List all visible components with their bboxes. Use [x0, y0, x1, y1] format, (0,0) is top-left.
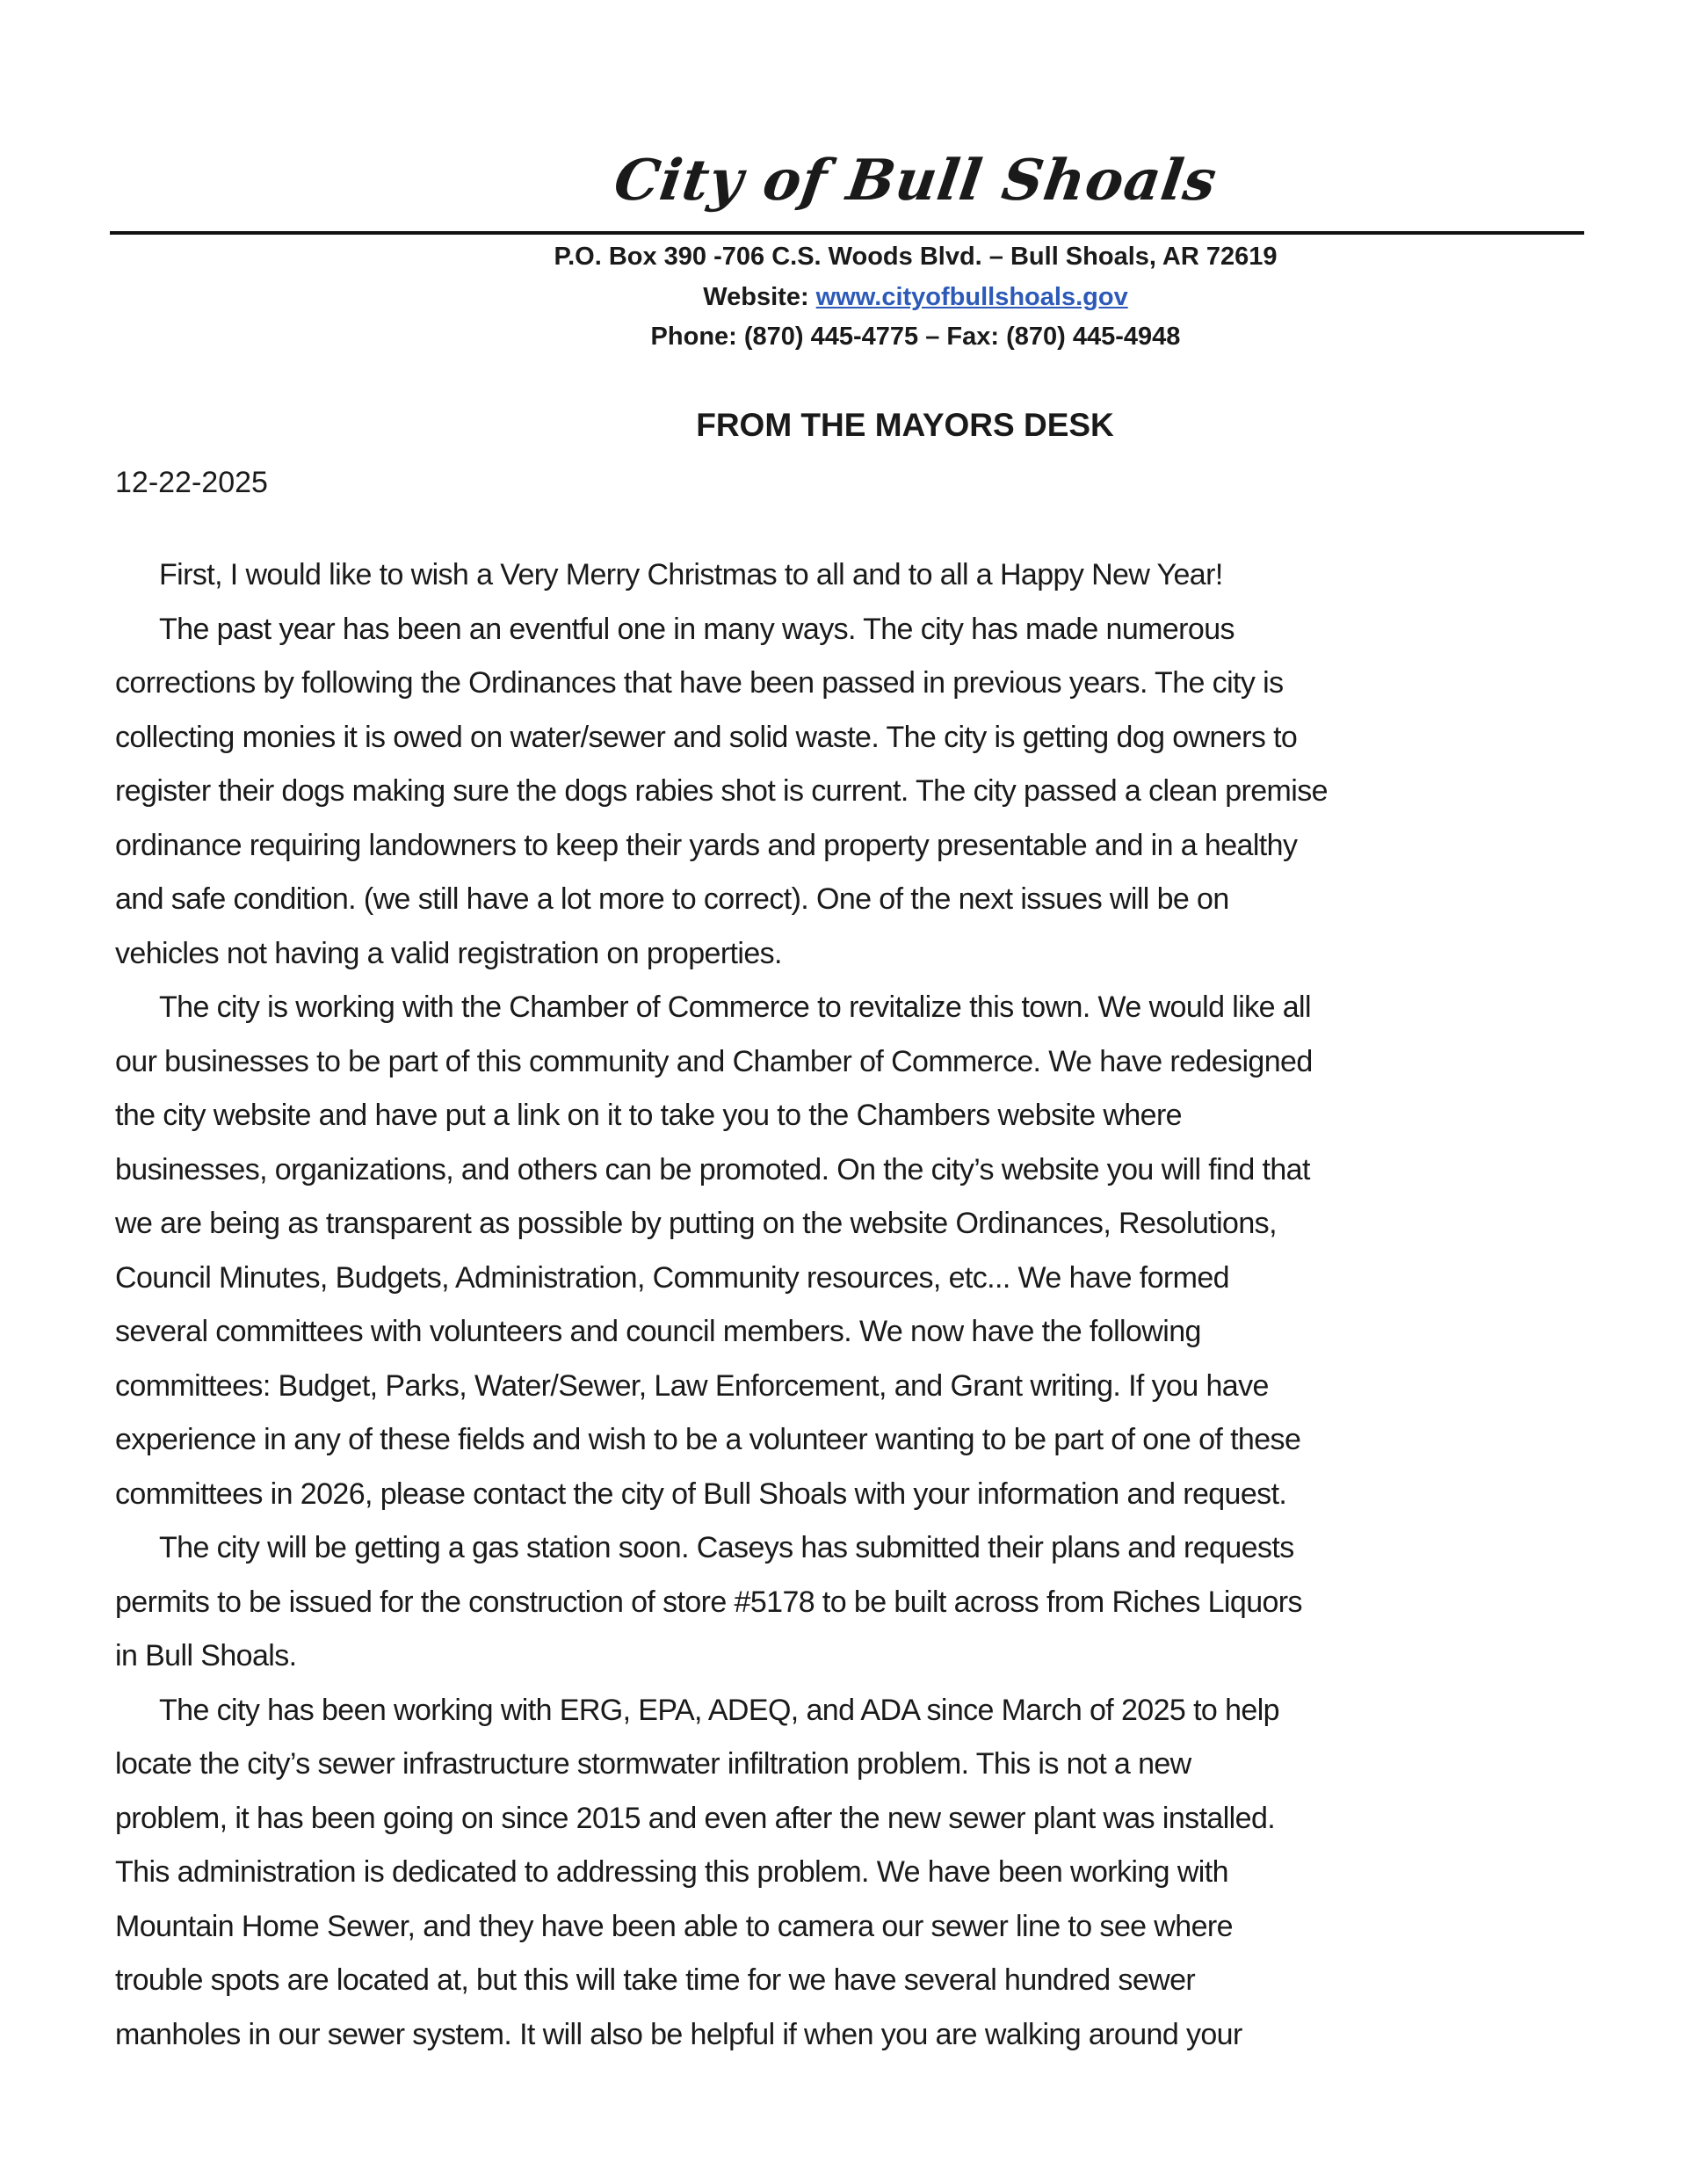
body-line: problem, it has been going on since 2015 and even after the new sewer plant was installed.: [115, 1801, 1276, 1835]
body-line: Council Minutes, Budgets, Administration, Community resources, etc... We have formed: [115, 1260, 1229, 1295]
body-line: corrections by following the Ordinances that have been passed in previous years. The city is: [115, 666, 1284, 700]
body-line: permits to be issued for the construction of store #5178 to be built across from Riches Liquors: [115, 1585, 1302, 1619]
body-line: Mountain Home Sewer, and they have been able to camera our sewer line to see where: [115, 1909, 1233, 1943]
letter-date: 12-22-2025: [115, 466, 268, 499]
body-line: ordinance requiring landowners to keep their yards and property presentable and in a healthy: [115, 828, 1298, 862]
body-line: trouble spots are located at, but this will take time for we have several hundred sewer: [115, 1963, 1196, 1997]
body-line: vehicles not having a valid registration on properties.: [115, 936, 782, 970]
body-line: This administration is dedicated to addressing this problem. We have been working with: [115, 1855, 1228, 1889]
body-line: we are being as transparent as possible by putting on the website Ordinances, Resolutions,: [115, 1207, 1277, 1240]
body-line: locate the city’s sewer infrastructure stormwater infiltration problem. This is not a new: [115, 1747, 1191, 1781]
letterhead-website: [72, 283, 1687, 312]
letterhead-divider: [110, 231, 1584, 235]
body-line: our businesses to be part of this community and Chamber of Commerce. We have redesigned: [115, 1044, 1313, 1078]
body-line: the city website and have put a link on it to take you to the Chambers website where: [115, 1099, 1182, 1132]
page-heading: FROM THE MAYORS DESK: [696, 407, 1114, 443]
body-line: The city will be getting a gas station soon. Caseys has submitted their plans and requests: [159, 1531, 1294, 1564]
body-line: manholes in our sewer system. It will also be helpful if when you are walking around your: [115, 2017, 1242, 2051]
body-line: The city has been working with ERG, EPA, ADEQ, and ADA since March of 2025 to help: [159, 1693, 1279, 1727]
website-link[interactable]: www.cityofbullshoals.gov: [815, 283, 1128, 311]
letterhead-phone-fax: Phone: (870) 445-4775 – Fax: (870) 445-4948: [650, 323, 1181, 351]
body-line: and safe condition. (we still have a lot more to correct). One of the next issues will be on: [115, 882, 1229, 916]
body-line: experience in any of these fields and wish to be a volunteer wanting to be part of one of these: [115, 1423, 1301, 1456]
body-line: committees: Budget, Parks, Water/Sewer, Law Enforcement, and Grant writing. If you have: [115, 1368, 1269, 1403]
letter-body: [115, 548, 1591, 2062]
body-line: First, I would like to wish a Very Merry Christmas to all and to all a Happy New Year!: [159, 558, 1223, 591]
letterhead-title: City of Bull Shoals: [610, 148, 1221, 214]
letterhead-address: P.O. Box 390 -706 C.S. Woods Blvd. – Bull Shoals, AR 72619: [554, 243, 1278, 271]
body-line: collecting monies it is owed on water/sewer and solid waste. The city is getting dog owners to: [115, 720, 1298, 754]
body-line: several committees with volunteers and council members. We now have the following: [115, 1315, 1201, 1348]
body-line: The city is working with the Chamber of Commerce to revitalize this town. We would like all: [159, 990, 1311, 1024]
website-label: Website:: [703, 283, 816, 311]
body-line: register their dogs making sure the dogs rabies shot is current. The city passed a clean premise: [115, 774, 1328, 808]
body-line: businesses, organizations, and others can be promoted. On the city’s website you will find that: [115, 1152, 1310, 1186]
body-line: The past year has been an eventful one in many ways. The city has made numerous: [159, 612, 1234, 646]
body-line: committees in 2026, please contact the city of Bull Shoals with your information and request.: [115, 1477, 1287, 1511]
body-line: in Bull Shoals.: [115, 1639, 297, 1672]
